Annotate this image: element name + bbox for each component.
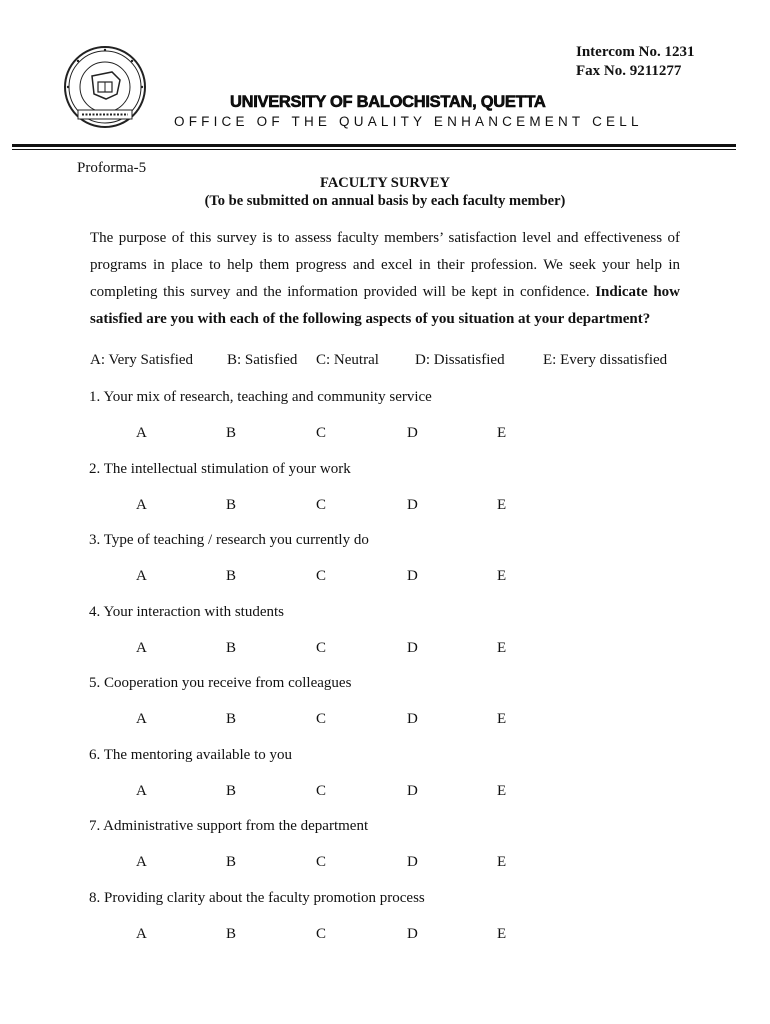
question-2: 2. The intellectual stimulation of your work xyxy=(89,461,351,477)
question-7-option-a[interactable]: A xyxy=(136,854,147,870)
survey-title: FACULTY SURVEY xyxy=(320,175,450,191)
question-6-option-d[interactable]: D xyxy=(407,783,418,799)
legend-b: B: Satisfied xyxy=(227,352,298,368)
question-7-option-e[interactable]: E xyxy=(497,854,507,870)
question-8-option-d[interactable]: D xyxy=(407,926,418,942)
question-8-option-e[interactable]: E xyxy=(497,926,507,942)
header-divider-thin xyxy=(12,149,736,150)
university-seal xyxy=(62,44,148,130)
question-8-option-c[interactable]: C xyxy=(316,926,327,942)
question-3-option-c[interactable]: C xyxy=(316,568,327,584)
survey-subtitle: (To be submitted on annual basis by each faculty member) xyxy=(204,193,566,209)
purpose-paragraph xyxy=(90,225,680,333)
question-1-option-e[interactable]: E xyxy=(497,425,507,441)
question-8: 8. Providing clarity about the faculty promotion process xyxy=(89,890,425,906)
question-1: 1. Your mix of research, teaching and community service xyxy=(89,389,432,405)
question-2-option-c[interactable]: C xyxy=(316,497,327,513)
question-3: 3. Type of teaching / research you currently do xyxy=(89,532,369,548)
legend-d: D: Dissatisfied xyxy=(415,352,505,368)
question-7-option-b[interactable]: B xyxy=(226,854,237,870)
question-1-option-b[interactable]: B xyxy=(226,425,237,441)
question-1-option-d[interactable]: D xyxy=(407,425,418,441)
question-6-option-e[interactable]: E xyxy=(497,783,507,799)
question-2-option-b[interactable]: B xyxy=(226,497,237,513)
question-5-option-d[interactable]: D xyxy=(407,711,418,727)
office-name: OFFICE OF THE QUALITY ENHANCEMENT CELL xyxy=(174,114,643,129)
purpose-bold-text: Indicate how satisfied are you with each of the following aspects of you situation at your department? xyxy=(90,284,680,327)
question-4-option-e[interactable]: E xyxy=(497,640,507,656)
proforma-label: Proforma-5 xyxy=(77,160,147,176)
question-7-option-c[interactable]: C xyxy=(316,854,327,870)
legend-c: C: Neutral xyxy=(316,352,379,368)
question-6: 6. The mentoring available to you xyxy=(89,747,293,763)
question-1-option-a[interactable]: A xyxy=(136,425,147,441)
purpose-text: The purpose of this survey is to assess faculty members’ satisfaction level and effectiveness of programs in place to help them progress and excel in their profession. We seek your help in completing this survey and the information provided will be kept in confidence. xyxy=(90,230,680,300)
question-1-option-c[interactable]: C xyxy=(316,425,327,441)
university-name: UNIVERSITY OF BALOCHISTAN, QUETTA xyxy=(230,93,546,111)
question-3-option-e[interactable]: E xyxy=(497,568,507,584)
question-8-option-b[interactable]: B xyxy=(226,926,237,942)
question-2-option-a[interactable]: A xyxy=(136,497,147,513)
question-4: 4. Your interaction with students xyxy=(89,604,284,620)
question-5-option-e[interactable]: E xyxy=(497,711,507,727)
question-7: 7. Administrative support from the department xyxy=(89,818,369,834)
question-5-option-c[interactable]: C xyxy=(316,711,327,727)
legend-a: A: Very Satisfied xyxy=(90,352,194,368)
question-5: 5. Cooperation you receive from colleagues xyxy=(89,675,352,691)
fax-number: Fax No. 9211277 xyxy=(576,63,682,79)
question-4-option-b[interactable]: B xyxy=(226,640,237,656)
question-7-option-d[interactable]: D xyxy=(407,854,418,870)
question-5-option-b[interactable]: B xyxy=(226,711,237,727)
question-3-option-a[interactable]: A xyxy=(136,568,147,584)
legend-e: E: Every dissatisfied xyxy=(543,352,668,368)
question-6-option-a[interactable]: A xyxy=(136,783,147,799)
question-2-option-e[interactable]: E xyxy=(497,497,507,513)
question-4-option-c[interactable]: C xyxy=(316,640,327,656)
question-4-option-d[interactable]: D xyxy=(407,640,418,656)
question-6-option-c[interactable]: C xyxy=(316,783,327,799)
question-3-option-d[interactable]: D xyxy=(407,568,418,584)
question-5-option-a[interactable]: A xyxy=(136,711,147,727)
question-4-option-a[interactable]: A xyxy=(136,640,147,656)
header-divider-thick xyxy=(12,144,736,147)
question-3-option-b[interactable]: B xyxy=(226,568,237,584)
question-2-option-d[interactable]: D xyxy=(407,497,418,513)
intercom-number: Intercom No. 1231 xyxy=(576,44,695,60)
question-8-option-a[interactable]: A xyxy=(136,926,147,942)
question-6-option-b[interactable]: B xyxy=(226,783,237,799)
